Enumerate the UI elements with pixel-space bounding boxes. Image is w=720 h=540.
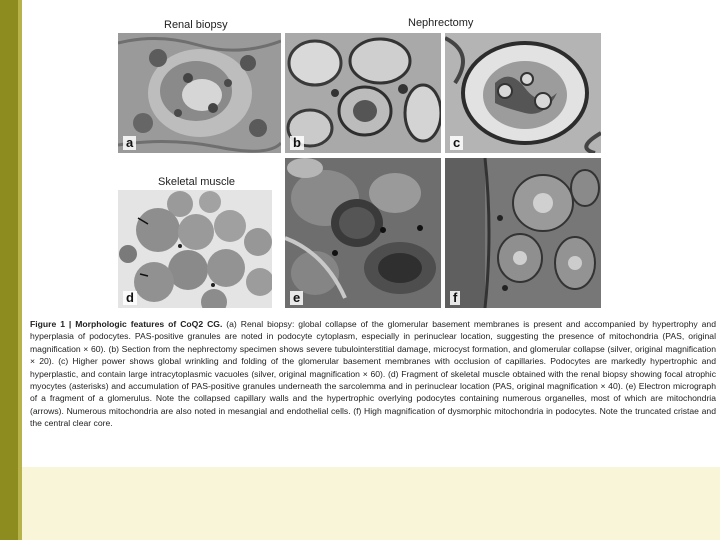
micrograph-panel-b xyxy=(285,33,441,153)
electron-micrograph-glomerulus-image xyxy=(285,158,441,308)
figure-caption xyxy=(30,318,716,430)
panel-label-a: a xyxy=(123,136,136,150)
nephrectomy-high-power-image xyxy=(445,33,601,153)
nephrectomy-low-power-image xyxy=(285,33,441,153)
panel-label-b: b xyxy=(290,136,304,150)
figure-page xyxy=(22,0,720,467)
panel-label-d: d xyxy=(123,291,137,305)
title-nephrectomy: Nephrectomy xyxy=(408,17,474,29)
skeletal-muscle-image xyxy=(118,190,272,308)
title-skeletal-muscle: Skeletal muscle xyxy=(158,176,236,188)
micrograph-panel-a xyxy=(118,33,281,153)
micrograph-panel-c xyxy=(445,33,601,153)
micrograph-panel-d xyxy=(118,190,272,308)
title-renal-biopsy: Renal biopsy xyxy=(164,19,228,31)
micrograph-panel-e xyxy=(285,158,441,308)
renal-biopsy-image xyxy=(118,33,281,153)
caption-heading: Figure 1 | Morphologic features of CoQ2 CG. xyxy=(30,319,223,329)
dysmorphic-mitochondria-image xyxy=(445,158,601,308)
caption-body: (a) Renal biopsy: global collapse of the glomerular basement membranes is present and accompanied by hypertrophy and hyperplasia of podocytes. PAS-positive granules are noted in podocyte cytoplasm, especially in perinuclear location, suggesting the presence of mitochondria (PAS, original magnification × 60). (b) Section from the nephrectomy specimen shows severe tubulointerstitial damage, microcyst formation, and glomerular collapse (silver, original magnification × 20). (c) Higher power shows global wrinkling and folding of the glomerular basement membranes with occlusion of capillaries. Podocytes are markedly hypertrophic and hyperplastic, and contain large intracytoplasmic vacuoles (silver, original magnification × 60). (d) Fragment of skeletal muscle obtained with the renal biopsy showing focal atrophic myocytes (asterisks) and accumulation of PAS-positive granules underneath the sarcolemma and in perinuclear location (PAS, original magnification × 40). (e) Electron micrograph of a fragment of a glomerulus. Note the collapsed capillary walls and the hypertrophic overlying podocytes containing numerous organelles, most of which are mitochondria (arrows). Numerous mitochondria are also noted in mesangial and endothelial cells. (f) High magnification of dysmorphic mitochondria in podocytes. Note the truncated cristae and the central clear core. xyxy=(30,319,716,429)
panel-label-f: f xyxy=(450,291,460,305)
micrograph-panel-f xyxy=(445,158,601,308)
panel-label-c: c xyxy=(450,136,463,150)
panel-label-e: e xyxy=(290,291,303,305)
slide-accent-bar xyxy=(0,0,18,540)
